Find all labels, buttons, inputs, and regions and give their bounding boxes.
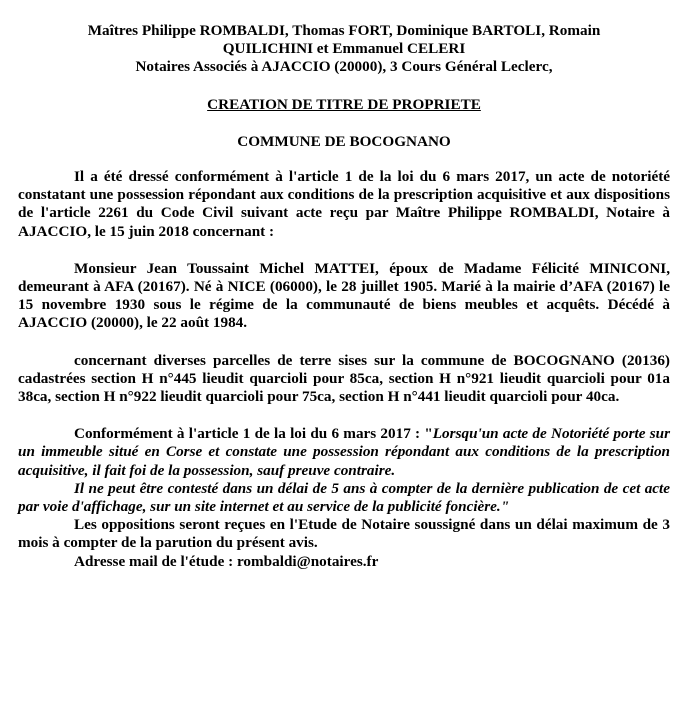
law-lead-text: Conformément à l'article 1 de la loi du 6 mars 2017 : " — [74, 425, 433, 443]
notary-header — [18, 22, 670, 77]
contest-paragraph: Il ne peut être contesté dans un délai de 5 ans à compter de la dernière publication de cet acte par voie d'affichage, sur un site internet et au service de la publicité foncière." — [18, 479, 670, 516]
person-paragraph: Monsieur Jean Toussaint Michel MATTEI, époux de Madame Félicité MINICONI, demeurant à AFA (20167). Né à NICE (06000), le 28 juillet 1905. Marié à la mairie d’AFA (20167) le 15 novembre 1930 sous le régime de la communauté de biens meubles et acquêts. Décédé à AJACCIO (20000), le 22 août 1984. — [18, 259, 670, 332]
legal-notice — [18, 22, 670, 571]
law-paragraph — [18, 425, 670, 480]
parcels-paragraph: concernant diverses parcelles de terre sises sur la commune de BOCOGNANO (20136) cadastrées section H n°445 lieudit quarcioli pour 85ca, section H n°921 lieudit quarcioli pour 01a 38ca, section H n°922 lieudit quarcioli pour 75ca, section H n°441 lieudit quarcioli pour 40ca. — [18, 351, 670, 406]
intro-paragraph: Il a été dressé conformément à l'article 1 de la loi du 6 mars 2017, un acte de notoriété constatant une possession répondant aux conditions de la prescription acquisitive et aux dispositions de l'article 2261 du Code Civil suivant acte reçu par Maître Philippe ROMBALDI, Notaire à AJACCIO, le 15 juin 2018 concernant : — [18, 168, 670, 240]
law-quote-text: Lorsqu'un acte de Notoriété porte sur un immeuble situé en Corse et constate une possession répondant aux conditions de la prescription acquisitive, il fait foi de la possession, sauf preuve contraire. — [18, 425, 670, 479]
email-line: Adresse mail de l'étude : rombaldi@notaires.fr — [74, 552, 379, 570]
oppositions-paragraph: Les oppositions seront reçues en l'Etude de Notaire soussigné dans un délai maximum de 3 mois à compter de la parution du présent avis. — [18, 516, 670, 552]
commune-heading: COMMUNE DE BOCOGNANO — [237, 132, 451, 150]
header-line-notaries-continued: QUILICHINI et Emmanuel CELERI — [222, 40, 466, 58]
notice-title: CREATION DE TITRE DE PROPRIETE — [207, 95, 481, 113]
header-line-notaries: Maîtres Philippe ROMBALDI, Thomas FORT, Dominique BARTOLI, Romain — [87, 22, 601, 39]
header-line-address: Notaires Associés à AJACCIO (20000), 3 Cours Général Leclerc, — [135, 58, 553, 76]
